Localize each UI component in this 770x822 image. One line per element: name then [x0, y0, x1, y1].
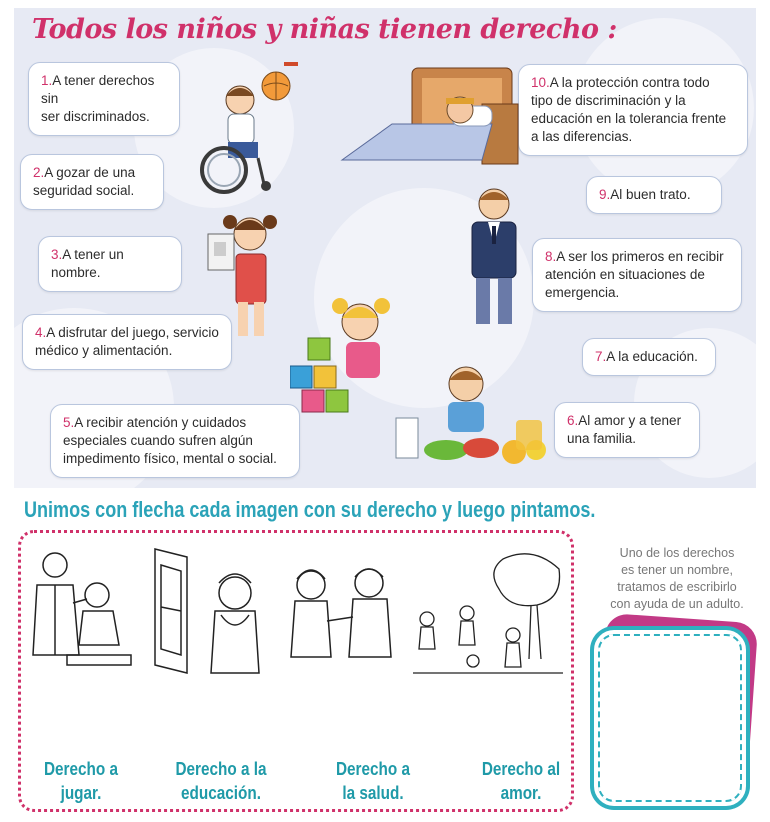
name-writing-instruction: Uno de los derechos es tener un nombre, tratamos de escribirlo con ayuda de un adulto.	[610, 546, 744, 611]
right-text: A tener un nombre.	[51, 247, 124, 280]
activity-instruction	[14, 497, 596, 523]
caption-right-to-play: Derecho a jugar.	[43, 759, 118, 803]
page-title: Todos los niños y niñas tienen derecho :	[32, 14, 617, 45]
right-text: A gozar de una seguridad social.	[33, 165, 136, 198]
right-card-4	[22, 314, 232, 370]
children-care-drawing	[283, 561, 403, 671]
writing-frame	[590, 626, 750, 810]
kids-playing-soccer-drawing	[413, 549, 563, 679]
right-number: 10.	[531, 75, 550, 90]
right-text: Al amor y a tener una familia.	[567, 413, 682, 446]
right-number: 7.	[595, 349, 607, 364]
right-number: 1.	[41, 73, 53, 88]
activity-instruction-text: Unimos con flecha cada imagen con su derecho y luego pintamos.	[24, 497, 596, 522]
right-card-8	[532, 238, 742, 312]
name-writing-box[interactable]	[598, 634, 742, 802]
right-number: 9.	[599, 187, 611, 202]
boy-in-suit-illustration	[454, 182, 534, 332]
right-number: 6.	[567, 413, 579, 428]
girl-with-id-illustration	[204, 204, 284, 344]
wheelchair-boy-illustration	[188, 58, 298, 198]
right-text: A la protección contra todo tipo de discriminación y la educación en la tolerancia frente a las diferencias.	[531, 75, 727, 144]
right-card-10	[518, 64, 748, 156]
sick-child-bed-illustration	[332, 64, 522, 172]
caption-right-to-love: Derecho al amor.	[481, 759, 561, 803]
caption-right-to-health: Derecho a la salud.	[335, 759, 410, 803]
right-number: 4.	[35, 325, 47, 340]
matching-activity-box	[18, 530, 574, 812]
right-text: A la educación.	[606, 349, 698, 364]
right-text: A disfrutar del juego, servicio médico y alimentación.	[35, 325, 219, 358]
rights-panel	[14, 8, 756, 488]
boy-with-food-illustration	[386, 358, 556, 478]
name-writing-area	[586, 618, 756, 816]
right-text: A tener derechos sin ser discriminados.	[41, 73, 155, 124]
right-text: A ser los primeros en recibir atención en situaciones de emergencia.	[545, 249, 724, 300]
school-door-drawing	[147, 545, 267, 675]
caption-right-to-education: Derecho a la educación.	[175, 759, 267, 803]
right-card-5	[50, 404, 300, 478]
right-card-9	[586, 176, 722, 214]
right-number: 3.	[51, 247, 63, 262]
right-card-7	[582, 338, 716, 376]
right-card-1	[28, 62, 180, 136]
right-number: 8.	[545, 249, 557, 264]
right-card-3	[38, 236, 182, 292]
right-card-6	[554, 402, 700, 458]
right-text: Al buen trato.	[610, 187, 691, 202]
right-number: 5.	[63, 415, 75, 430]
right-card-2	[20, 154, 164, 210]
doctor-checkup-drawing	[27, 545, 137, 675]
right-text: A recibir atención y cuidados especiales cuando sufren algún impedimento físico, mental o social.	[63, 415, 277, 466]
right-number: 2.	[33, 165, 45, 180]
girl-with-blocks-illustration	[290, 290, 400, 416]
